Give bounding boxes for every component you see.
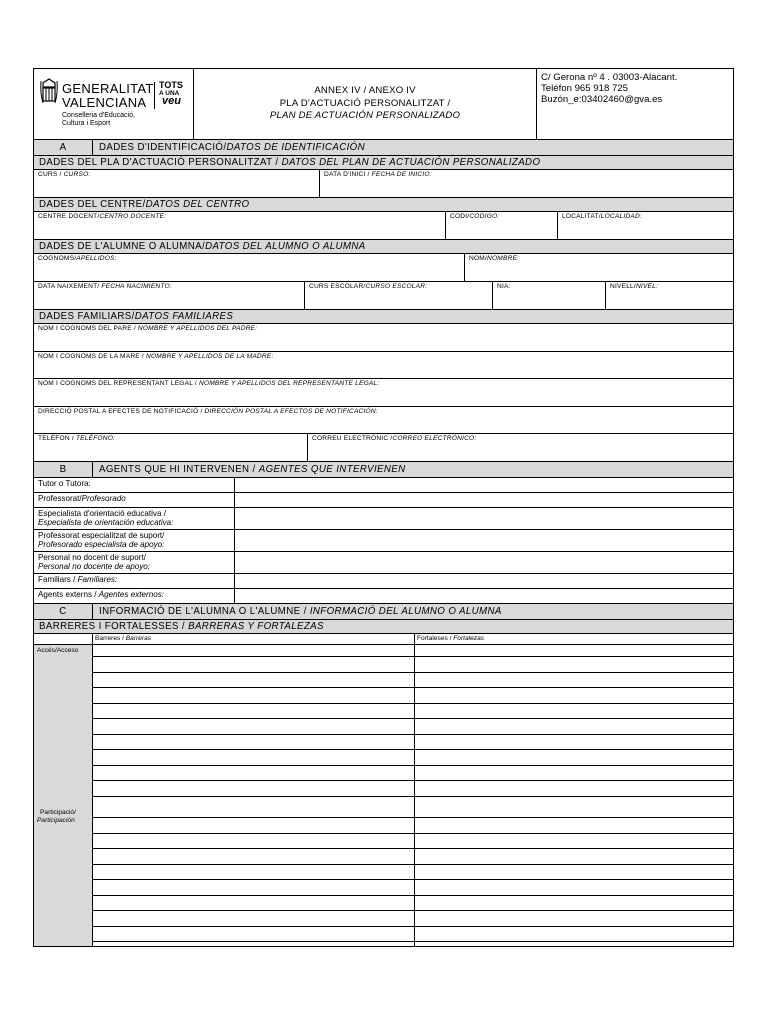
section-b-header — [34, 462, 733, 478]
ruled-line — [415, 926, 733, 927]
ruled-line — [93, 796, 414, 797]
familiars-contacte-row — [34, 434, 733, 462]
nivell-field[interactable]: NIVELL/NIVEL: — [610, 283, 659, 290]
agent-label: Professorat especialitzat de suport/ Profesorado especialista de apoyo: — [34, 530, 235, 551]
section-title: AGENTS QUE HI INTERVENEN / AGENTES QUE INTERVIENEN — [99, 464, 406, 475]
category-header — [34, 634, 93, 644]
correu-field[interactable]: CORREU ELECTRÒNIC /CORREO ELECTRÓNICO: — [312, 435, 477, 442]
ruled-line — [93, 848, 414, 849]
ruled-line — [415, 864, 733, 865]
nom-field[interactable]: NOM/NOMBRE: — [469, 255, 520, 262]
pla-section-bar: DADES DEL PLA D'ACTUACIÓ PERSONALITZAT / DATOS DEL PLAN DE ACTUACIÓN PERSONALIZADO — [34, 156, 733, 170]
agent-label: Tutor o Tutora: — [34, 478, 235, 492]
representant-legal-field[interactable]: NOM I COGNOMS DEL REPRESENTANT LEGAL / NOMBRE Y APELLIDOS DEL REPRESENTANTE LEGAL: — [38, 380, 380, 387]
section-title: INFORMACIÓ DE L'ALUMNA O L'ALUMNE / INFORMACIÓ DEL ALUMNO O ALUMNA — [99, 606, 502, 617]
ruled-line — [415, 687, 733, 688]
barreres-section-bar: BARRERES I FORTALESSES / BARRERAS Y FORTALEZAS — [34, 620, 733, 634]
agent-input[interactable] — [235, 508, 733, 529]
agent-label: Especialista d'orientació educativa / Especialista de orientación educativa: — [34, 508, 235, 529]
ruled-line — [93, 895, 414, 896]
title-annex: ANNEX IV / ANEXO IV — [314, 85, 416, 96]
ruled-line — [93, 718, 414, 719]
nom-pare-field[interactable]: NOM I COGNOMS DEL PARE / NOMBRE Y APELLIDOS DEL PADRE: — [38, 325, 258, 332]
direccio-postal-field[interactable]: DIRECCIÓ POSTAL A EFECTES DE NOTIFICACIÓ / DIRECCIÓN POSTAL A EFECTOS DE NOTIFICACIÓN: — [38, 408, 378, 415]
logo-divider — [154, 82, 155, 109]
agent-input[interactable] — [235, 589, 733, 603]
ruled-line — [415, 817, 733, 818]
logo-a-una: A UNA — [159, 90, 180, 97]
contact-address: C/ Gerona nº 4 . 03003-Alacant. — [541, 72, 678, 83]
data-naixement-field[interactable]: DATA NAIXEMENT/ FECHA NACIMIENTO: — [34, 282, 305, 309]
familiars-mare-row — [34, 352, 733, 379]
contact-email: Buzón_e:03402460@gva.es — [541, 94, 663, 105]
section-letter: A — [34, 140, 93, 155]
alumne-row-1 — [34, 254, 733, 282]
ruled-line — [415, 941, 733, 942]
agent-input[interactable] — [235, 574, 733, 588]
agent-row-familiars — [34, 574, 733, 589]
ruled-line — [415, 895, 733, 896]
ruled-line — [93, 734, 414, 735]
agent-row-tutor — [34, 478, 733, 493]
ruled-line — [93, 926, 414, 927]
agent-row-professorat — [34, 493, 733, 508]
barreres-column-headers — [34, 634, 733, 645]
ruled-line — [415, 848, 733, 849]
contact-info — [537, 69, 733, 139]
ruled-line — [415, 910, 733, 911]
section-letter: B — [34, 462, 93, 477]
logo-tots: TOTS — [159, 80, 183, 90]
ruled-line — [93, 941, 414, 942]
ruled-line — [93, 879, 414, 880]
barreres-grid — [34, 645, 733, 946]
coat-of-arms-icon — [39, 77, 59, 107]
barreres-lines[interactable] — [93, 645, 415, 946]
form-header — [34, 69, 733, 140]
agent-row-suport — [34, 530, 733, 552]
ruled-line — [415, 672, 733, 673]
ruled-line — [93, 749, 414, 750]
familiars-representant-row — [34, 379, 733, 407]
title-pla: PLA D'ACTUACIÓ PERSONALITZAT / — [279, 97, 451, 109]
ruled-line — [415, 765, 733, 766]
ruled-line — [93, 672, 414, 673]
ruled-line — [93, 703, 414, 704]
ruled-line — [415, 833, 733, 834]
section-letter: C — [34, 604, 93, 619]
agent-row-orientacio — [34, 508, 733, 530]
agent-row-no-docent — [34, 552, 733, 574]
centre-row — [34, 212, 733, 240]
barreres-header: Barreres / Barreras — [93, 634, 415, 644]
logo-valenciana: VALENCIANA — [62, 95, 147, 110]
agent-row-externs — [34, 589, 733, 604]
localitat-field[interactable]: LOCALITAT/LOCALIDAD: — [562, 213, 642, 220]
agent-label: Familiars / Familiares: — [34, 574, 235, 588]
centre-docent-field[interactable]: CENTRE DOCENT/CENTRO DOCENTE: — [34, 212, 446, 239]
document-title — [194, 69, 537, 139]
agent-input[interactable] — [235, 552, 733, 573]
logo-generalitat: GENERALITAT — [62, 81, 154, 96]
ruled-line — [93, 687, 414, 688]
alumne-section-bar: DADES DE L'ALUMNE O ALUMNA/DATOS DEL ALUMNO O ALUMNA — [34, 240, 733, 254]
pla-row — [34, 170, 733, 198]
ruled-line — [93, 910, 414, 911]
agent-label: Agents externs / Agentes externos: — [34, 589, 235, 603]
participacio-label: Participació/ Participación — [37, 809, 76, 824]
ruled-line — [415, 879, 733, 880]
agent-label: Professorat/Profesorado — [34, 493, 235, 507]
ruled-line — [93, 765, 414, 766]
ruled-line — [93, 817, 414, 818]
logo-conselleria-1: Conselleria d'Educació, — [62, 112, 135, 119]
logo-veu: veu — [162, 95, 181, 107]
nia-field[interactable]: NIA: — [493, 282, 606, 309]
familiars-direccio-row — [34, 407, 733, 434]
nom-mare-field[interactable]: NOM I COGNOMS DE LA MARE / NOMBRE Y APELLIDOS DE LA MADRE: — [38, 353, 274, 360]
ruled-line — [415, 780, 733, 781]
section-c-header — [34, 604, 733, 620]
agent-input[interactable] — [235, 493, 733, 507]
ruled-line — [93, 864, 414, 865]
acces-label: Accés/Acceso — [37, 647, 79, 654]
logo-conselleria-2: Cultura i Esport — [62, 120, 111, 127]
title-plan: PLAN DE ACTUACIÓN PERSONALIZADO — [269, 110, 461, 121]
fortaleses-header: Fortaleses / Fortalezas — [417, 635, 485, 642]
centre-section-bar: DADES DEL CENTRE/DATOS DEL CENTRO — [34, 198, 733, 212]
contact-phone: Teléfon 965 918 725 — [541, 83, 628, 94]
ruled-line — [415, 796, 733, 797]
ruled-line — [415, 703, 733, 704]
agent-label: Personal no docent de suport/ Personal no docente de apoyo: — [34, 552, 235, 573]
familiars-section-bar: DADES FAMILIARS/DATOS FAMILIARES — [34, 310, 733, 324]
section-a-header — [34, 140, 733, 156]
codi-field[interactable]: CODI/CODIGO: — [446, 212, 558, 239]
curs-escolar-field[interactable]: CURS ESCOLAR/CURSO ESCOLAR: — [305, 282, 493, 309]
telefon-field[interactable]: TELÈFON / TELÉFONO: — [34, 434, 308, 461]
curs-field[interactable]: CURS / CURSO: — [34, 170, 320, 197]
ruled-line — [93, 656, 414, 657]
cognoms-field[interactable]: COGNOMS/APELLIDOS: — [34, 254, 465, 281]
ruled-line — [415, 749, 733, 750]
fortaleses-lines[interactable] — [415, 645, 733, 946]
logo — [34, 69, 194, 139]
agent-input[interactable] — [235, 530, 733, 551]
ruled-line — [415, 656, 733, 657]
form — [33, 68, 734, 947]
ruled-line — [415, 734, 733, 735]
ruled-line — [93, 780, 414, 781]
familiars-pare-row — [34, 324, 733, 352]
ruled-line — [93, 833, 414, 834]
category-column — [34, 645, 93, 946]
data-inici-field[interactable]: DATA D'INICI / FECHA DE INICIO: — [324, 171, 432, 178]
ruled-line — [415, 718, 733, 719]
alumne-row-2 — [34, 282, 733, 310]
section-title: DADES D'IDENTIFICACIÓ/DATOS DE IDENTIFICACIÓN — [99, 142, 366, 153]
agent-input[interactable] — [235, 478, 733, 492]
